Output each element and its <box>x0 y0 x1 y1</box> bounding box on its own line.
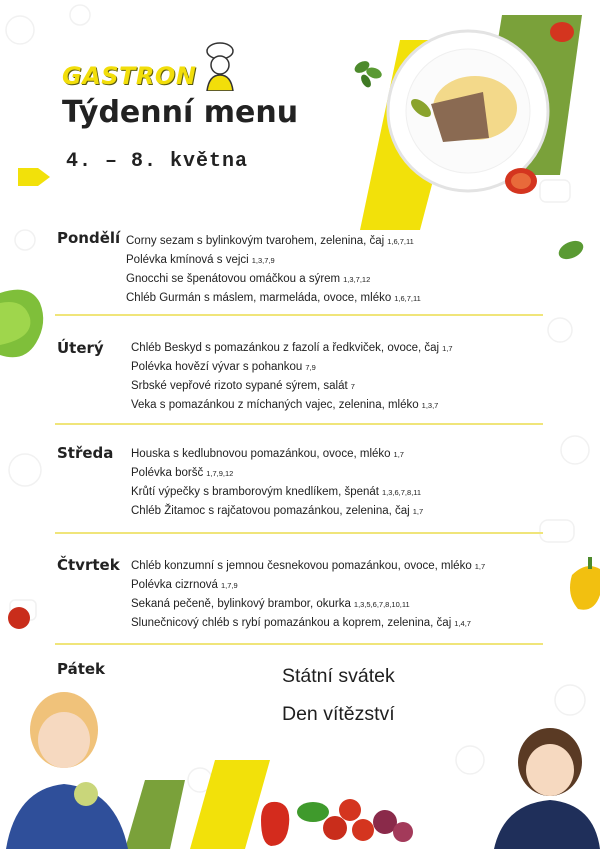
allergens: 1,3,7,12 <box>343 275 371 284</box>
allergens: 1,7 <box>393 450 404 459</box>
dish: Gnocchi se špenátovou omáčkou a sýrem <box>126 273 341 285</box>
allergens: 1,6,7,11 <box>394 294 421 303</box>
child-photo-icon <box>486 724 600 849</box>
day-heading-monday: Pondělí <box>57 229 121 247</box>
menu-item <box>131 339 453 358</box>
dish: Polévka hovězí vývar s pohankou <box>131 361 303 373</box>
separator <box>55 314 543 316</box>
separator <box>55 423 543 425</box>
dish: Chléb konzumní s jemnou česnekovou pomazánkou, ovoce, mléko <box>131 560 472 572</box>
dish: Sekaná pečeně, bylinkový brambor, okurka <box>131 598 351 610</box>
allergens: 1,3,5,6,7,8,10,11 <box>353 600 410 609</box>
menu-item <box>131 445 423 464</box>
herb-icon <box>348 55 388 95</box>
menu-item <box>131 483 423 502</box>
day-heading-thursday: Čtvrtek <box>57 556 120 574</box>
pepper-icon <box>566 555 600 611</box>
dish: Polévka boršč <box>131 467 204 479</box>
dish: Houska s kedlubnovou pomazánkou, ovoce, mléko <box>131 448 391 460</box>
menu-item <box>131 377 453 396</box>
menu-item <box>126 251 421 270</box>
dish: Veka s pomazánkou z míchaných vajec, zelenina, mléko <box>131 399 419 411</box>
day-items-monday <box>126 232 421 308</box>
dish: Chléb Beskyd s pomazánkou z fazolí a ředkviček, ovoce, čaj <box>131 342 440 354</box>
allergens: 1,7,9,12 <box>206 469 234 478</box>
day-heading-tuesday: Úterý <box>57 339 104 357</box>
brand-logo: GASTRON <box>62 62 197 90</box>
tomato-icon <box>548 20 576 44</box>
menu-item <box>131 595 485 614</box>
menu-item <box>126 289 421 308</box>
leaf-icon <box>556 238 586 262</box>
allergens: 1,3,6,7,8,11 <box>382 488 422 497</box>
dish: Chléb Žitamoc s rajčatovou pomazánkou, zelenina, čaj <box>131 505 410 517</box>
allergens: 1,3,7 <box>421 401 439 410</box>
dish: Corny sezam s bylinkovým tvarohem, zelenina, čaj <box>126 235 385 247</box>
lettuce-icon <box>0 283 48 363</box>
day-heading-friday: Pátek <box>57 660 106 678</box>
chef-icon <box>199 41 241 91</box>
menu-item <box>131 614 485 633</box>
dish: Polévka cizrnová <box>131 579 218 591</box>
dish: Polévka kmínová s vejci <box>126 254 249 266</box>
day-items-wednesday <box>131 445 423 521</box>
menu-item <box>131 396 453 415</box>
dish: Krůtí výpečky s bramborovým knedlíkem, špenát <box>131 486 379 498</box>
menu-item <box>131 464 423 483</box>
page-title: Týdenní menu <box>62 95 299 130</box>
day-items-tuesday <box>131 339 453 415</box>
day-items-thursday <box>131 557 485 633</box>
holiday-name: Den vítězství <box>282 703 395 725</box>
allergens: 1,7 <box>442 344 453 353</box>
allergens: 7 <box>350 382 355 391</box>
child-photo-icon <box>6 684 131 849</box>
tomato-icon <box>503 166 539 196</box>
allergens: 1,7,9 <box>220 581 238 590</box>
allergens: 7,9 <box>305 363 316 372</box>
separator <box>55 532 543 534</box>
menu-item <box>126 270 421 289</box>
menu-item <box>131 502 423 521</box>
allergens: 1,6,7,11 <box>387 237 414 246</box>
menu-item <box>126 232 421 251</box>
dish: Slunečnicový chléb s rybí pomazánkou a koprem, zelenina, čaj <box>131 617 452 629</box>
menu-item <box>131 358 453 377</box>
dish: Srbské vepřové rizoto sypané sýrem, salát <box>131 380 348 392</box>
tomato-icon <box>6 605 32 631</box>
allergens: 1,7 <box>412 507 424 516</box>
separator <box>55 643 543 645</box>
day-heading-wednesday: Středa <box>57 444 114 462</box>
dish: Chléb Gurmán s máslem, marmeláda, ovoce, mléko <box>126 292 392 304</box>
date-range: 4. – 8. května <box>66 150 249 173</box>
allergens: 1,7 <box>474 562 486 571</box>
vegetables-icon <box>255 790 415 850</box>
menu-item <box>131 557 485 576</box>
allergens: 1,3,7,9 <box>251 256 275 265</box>
green-stripe-bottom <box>125 780 185 849</box>
yellow-arrow <box>18 168 50 186</box>
holiday-label: Státní svátek <box>282 665 395 687</box>
menu-item <box>131 576 485 595</box>
allergens: 1,4,7 <box>454 619 471 628</box>
